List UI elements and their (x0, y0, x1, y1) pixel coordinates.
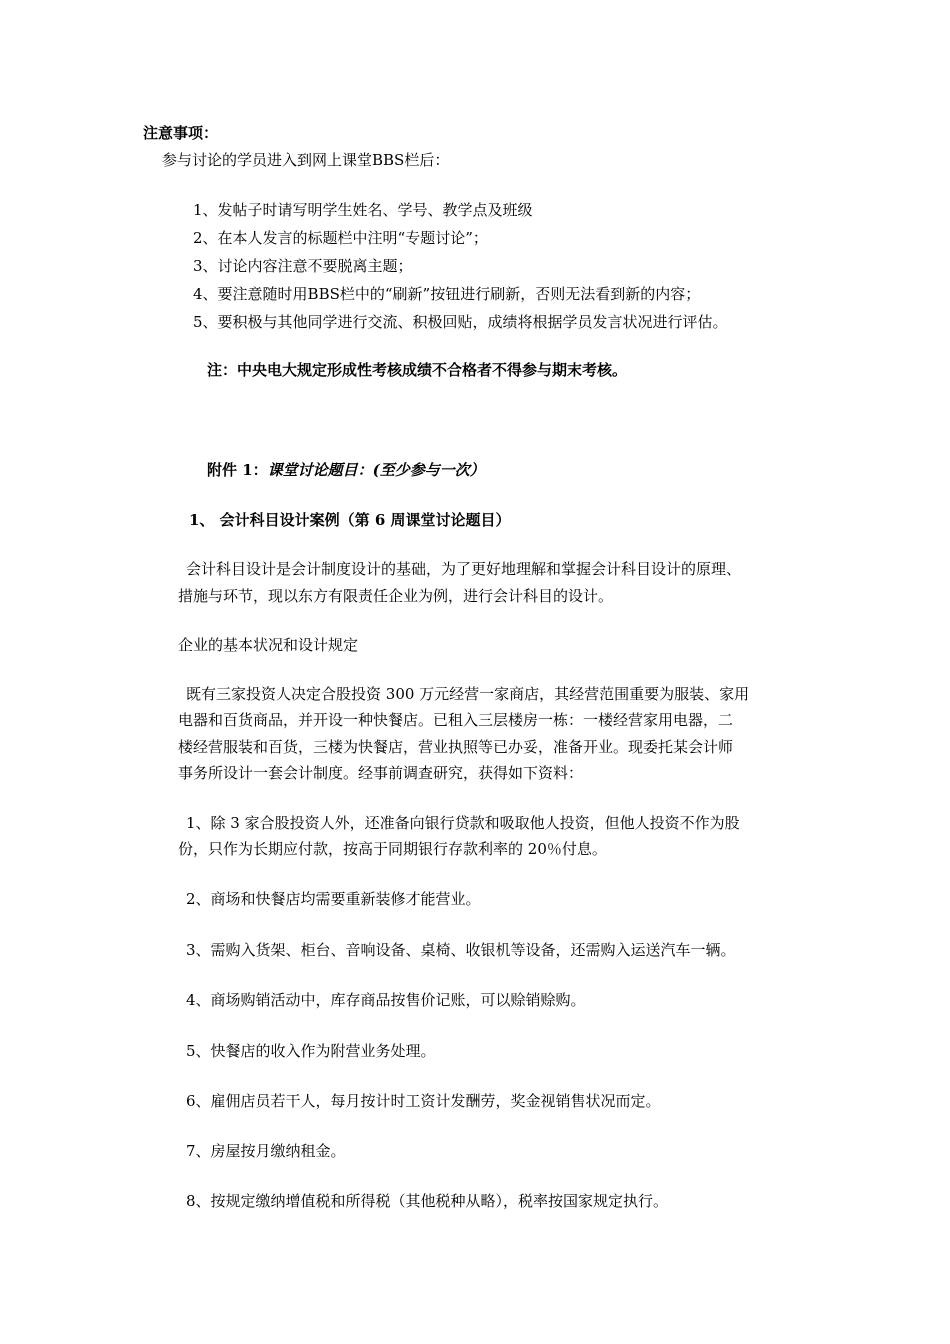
attachment-heading (207, 460, 485, 480)
case-point: 6、雇佣店员若干人，每月按计时工资计发酬劳，奖金视销售状况而定。 (186, 1092, 661, 1110)
case-point: 3、需购入货架、柜台、音响设备、桌椅、收银机等设备，还需购入运送汽车一辆。 (186, 941, 736, 959)
case-heading: 1、 会计科目设计案例（第 6 周课堂讨论题目） (189, 511, 511, 529)
case-point: 7、房屋按月缴纳租金。 (186, 1142, 346, 1160)
notice-item: 5、要积极与其他同学进行交流、积极回贴，成绩将根据学员发言状况进行评估。 (193, 313, 728, 331)
case-point-line: 份，只作为长期应付款，按高于同期银行存款利率的 20％付息。 (178, 840, 607, 858)
notice-item: 2、在本人发言的标题栏中注明“专题讨论”； (193, 229, 488, 247)
notice-item: 4、要注意随时用BBS栏中的“刷新”按钮进行刷新，否则无法看到新的内容； (193, 285, 701, 303)
case-background-line: 既有三家投资人决定合股投资 300 万元经营一家商店，其经营范围重要为服装、家用 (186, 685, 750, 703)
case-intro-line: 措施与环节，现以东方有限责任企业为例，进行会计科目的设计。 (178, 587, 614, 605)
notice-item: 1、发帖子时请写明学生姓名、学号、教学点及班级 (193, 201, 533, 219)
case-background-line: 事务所设计一套会计制度。经事前调查研究，获得如下资料： (178, 764, 584, 782)
case-point: 4、商场购销活动中，库存商品按售价记账，可以赊销赊购。 (186, 991, 586, 1009)
attachment-label: 附件 1： (207, 461, 268, 479)
notice-item: 3、讨论内容注意不要脱离主题； (193, 257, 413, 275)
notice-title: 注意事项： (143, 124, 219, 142)
case-background-line: 楼经营服装和百货，三楼为快餐店，营业执照等已办妥，准备开业。现委托某会计师 (178, 738, 734, 756)
case-point: 8、按规定缴纳增值税和所得税（其他税种从略），税率按国家规定执行。 (186, 1192, 669, 1210)
case-point: 2、商场和快餐店均需要重新装修才能营业。 (186, 890, 481, 908)
attachment-title: 课堂讨论题目：(至少参与一次） (267, 461, 485, 479)
case-point-line: 1、除 3 家合股投资人外，还准备向银行贷款和吸取他人投资，但他人投资不作为股 (186, 814, 740, 832)
case-background-line: 电器和百货商品，并开设一种快餐店。已租入三层楼房一栋：一楼经营家用电器，二 (178, 711, 734, 729)
notice-intro: 参与讨论的学员进入到网上课堂BBS栏后： (162, 151, 450, 169)
case-point: 5、快餐店的收入作为附营业务处理。 (186, 1042, 436, 1060)
notice-note: 注：中央电大规定形成性考核成绩不合格者不得参与期末考核。 (207, 361, 628, 379)
case-intro-line: 会计科目设计是会计制度设计的基础，为了更好地理解和掌握会计科目设计的原理、 (186, 560, 742, 578)
case-subheading: 企业的基本状况和设计规定 (178, 636, 359, 654)
